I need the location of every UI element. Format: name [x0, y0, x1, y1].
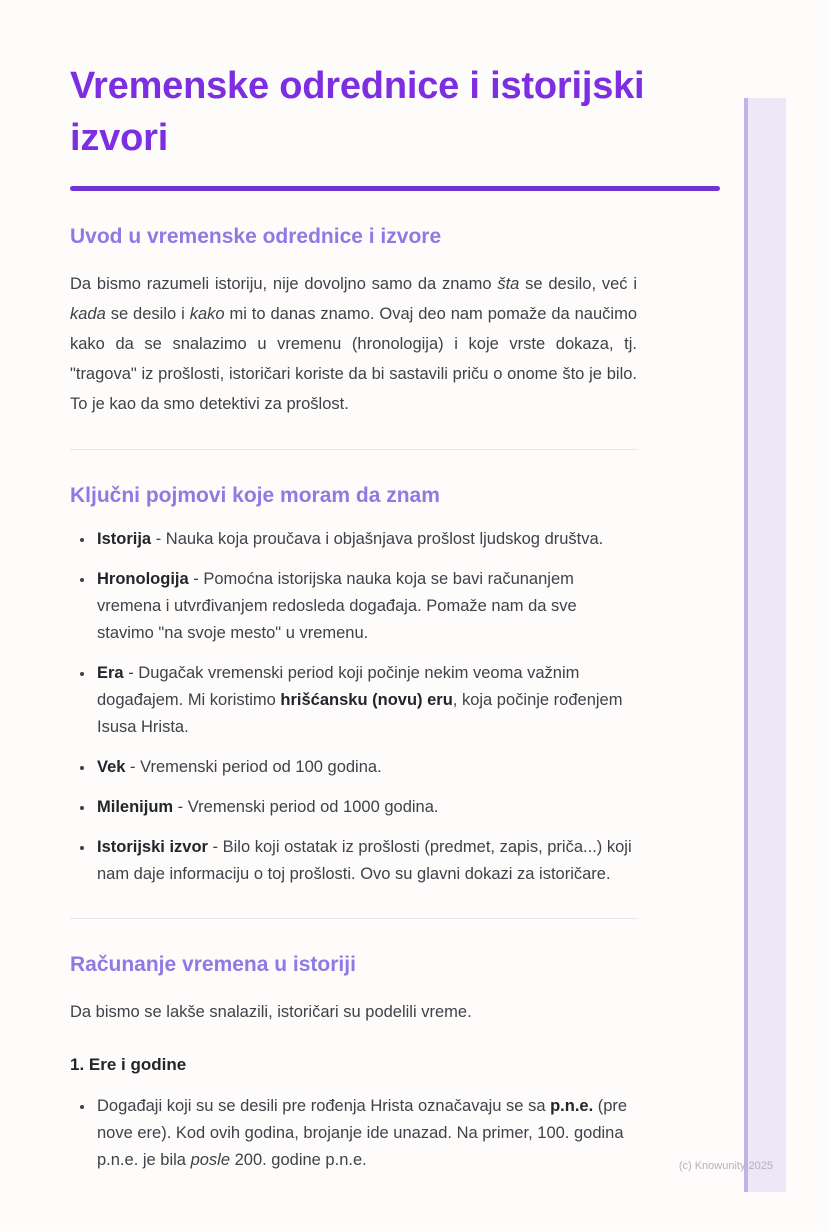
section-divider — [70, 449, 637, 450]
decorative-side-stripe — [744, 98, 786, 1192]
list-item: • Hronologija - Pomoćna istorijska nauka koja se bavi računanjem vremena i utvrđivanjem redosleda događaja. Pomaže nam da sve stavimo "na svoje mesto" u vremenu. — [95, 566, 637, 647]
section-heading-intro: Uvod u vremenske odrednice i izvore — [70, 225, 442, 248]
list-item: • Istorija - Nauka koja proučava i objašnjava prošlost ljudskog društva. — [95, 526, 637, 553]
footer-copyright: (c) Knowunity 2025 — [678, 1160, 773, 1172]
document-content — [70, 60, 720, 1174]
page-title: Vremenske odrednice i istorijski izvori — [70, 65, 645, 159]
key-terms-list — [70, 526, 637, 888]
subsection-heading-ere-godine: 1. Ere i godine — [70, 1055, 187, 1074]
list-item: • Vek - Vremenski period od 100 godina. — [95, 754, 637, 781]
list-item: • Era - Dugačak vremenski period koji počinje nekim veoma važnim događajem. Mi koristimo hrišćansku (novu) eru, koja počinje rođenjem Isusa Hrista. — [95, 660, 637, 741]
time-calc-paragraph: Da bismo se lakše snalazili, istoričari su podelili vreme. — [70, 1003, 472, 1021]
list-item: • Milenijum - Vremenski period od 1000 godina. — [95, 794, 637, 821]
list-item: • Događaji koji su se desili pre rođenja Hrista označavaju se sa p.n.e. (pre nove ere). Kod ovih godina, brojanje ide unazad. Na primer, 100. godina p.n.e. je bila posle 200. godine p.n.e. — [95, 1093, 637, 1174]
intro-paragraph: Da bismo razumeli istoriju, nije dovoljno samo da znamo šta se desilo, već i kada se desilo i kako mi to danas znamo. Ovaj deo nam pomaže da naučimo kako da se snalazimo u vremenu (hronologija) i koje vrste dokaza, tj. "tragova" iz prošlosti, istoričari koriste da bi sastavili priču o onome što je bilo. To je kao da smo detektivi za prošlost. — [70, 275, 637, 413]
list-item: • Istorijski izvor - Bilo koji ostatak iz prošlosti (predmet, zapis, priča...) koji nam daje informaciju o toj prošlosti. Ovo su glavni dokazi za istoričare. — [95, 834, 637, 888]
title-rule-divider — [70, 186, 720, 191]
section-heading-time-calc: Računanje vremena u istoriji — [70, 953, 356, 976]
section-heading-key-terms: Ključni pojmovi koje moram da znam — [70, 484, 440, 507]
time-calc-list — [70, 1093, 637, 1174]
section-divider — [70, 918, 637, 919]
